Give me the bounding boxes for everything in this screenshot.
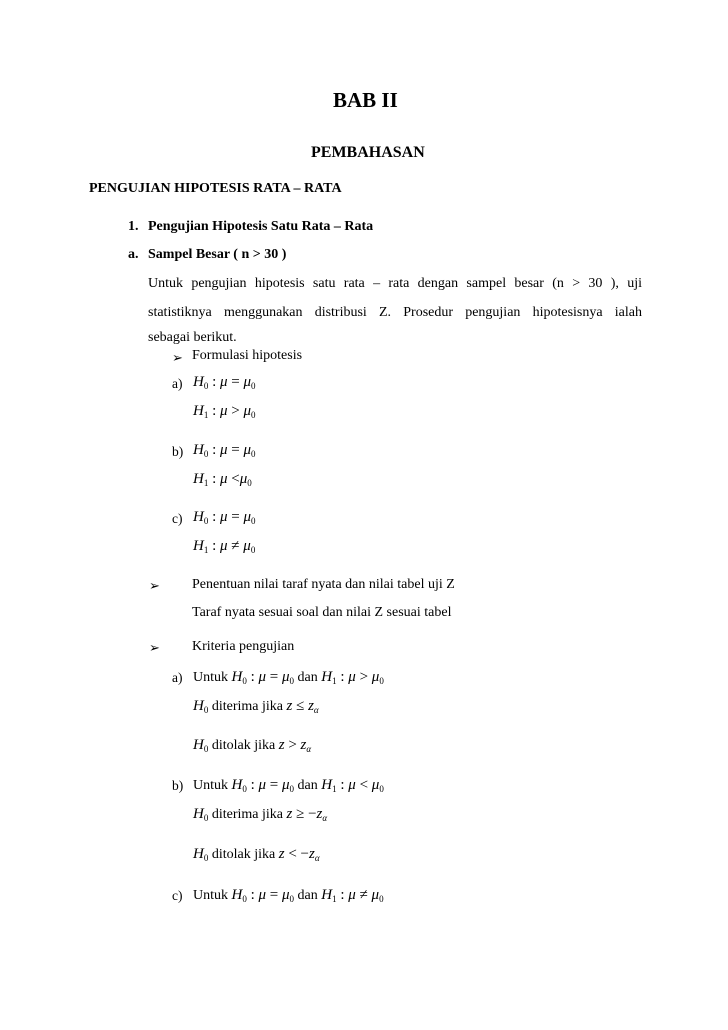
criteria-a-line: Untuk $H_0$ : $\mu = \mu_0$ dan $H_1$ : $\mu > \mu_0$ [193,669,384,686]
subsection-1-title: Pengujian Hipotesis Satu Rata – Rata [148,219,374,234]
label-a: a) [172,376,183,391]
bullet-arrow-icon: ➢ [149,578,160,593]
hyp-b-h1: $H_1$ : $\mu <\mu_0$ [193,471,252,488]
criteria-b-reject: $H_0$ ditolak jika $z < -z_\alpha$ [193,846,320,863]
criteria-label-c: c) [172,888,183,903]
criteria-b-line: Untuk $H_0$ : $\mu = \mu_0$ dan $H_1$ : $\mu < \mu_0$ [193,777,384,794]
subsection-1-number: 1. [128,219,139,234]
hyp-b-h0: $H_0$ : $\mu = \mu_0$ [193,442,256,459]
hyp-c-h1: $H_1$ : $\mu \ne \mu_0$ [193,538,256,555]
hyp-c-h0: $H_0$ : $\mu = \mu_0$ [193,509,256,526]
criteria-a-reject: $H_0$ ditolak jika $z > z_\alpha$ [193,737,312,754]
label-b: b) [172,444,184,459]
hyp-a-h1: $H_1$ : $\mu > \mu_0$ [193,403,256,420]
criteria-a-accept: $H_0$ diterima jika $z \le z_\alpha$ [193,698,319,715]
criteria-label-a: a) [172,670,183,685]
bullet-arrow-icon: ➢ [149,640,160,655]
hyp-a-h0: $H_0$ : $\mu = \mu_0$ [193,374,256,391]
section-title: PENGUJIAN HIPOTESIS RATA – RATA [89,181,342,196]
intro-line-1: Untuk pengujian hipotesis satu rata – rata dengan sampel besar (n > 30 ), uji [148,276,642,291]
bullet-penentuan: Penentuan nilai taraf nyata dan nilai tabel uji Z [192,577,455,592]
criteria-b-accept: $H_0$ diterima jika $z \ge -z_\alpha$ [193,806,328,823]
bullet-penentuan-detail: Taraf nyata sesuai soal dan nilai Z sesuai tabel [192,605,452,620]
intro-line-2: statistiknya menggunakan distribusi Z. Prosedur pengujian hipotesisnya ialah [148,305,642,320]
bullet-arrow-icon: ➢ [172,350,183,365]
criteria-c-line: Untuk $H_0$ : $\mu = \mu_0$ dan $H_1$ : $\mu \ne \mu_0$ [193,887,384,904]
bullet-formulasi: Formulasi hipotesis [192,348,303,363]
chapter-title: BAB II [333,88,398,112]
chapter-subtitle: PEMBAHASAN [311,144,425,161]
subsection-a-number: a. [128,247,139,262]
intro-line-3: sebagai berikut. [148,330,237,345]
bullet-kriteria: Kriteria pengujian [192,639,295,654]
criteria-label-b: b) [172,778,184,793]
label-c: c) [172,511,183,526]
subsection-a-title: Sampel Besar ( n > 30 ) [148,247,287,262]
